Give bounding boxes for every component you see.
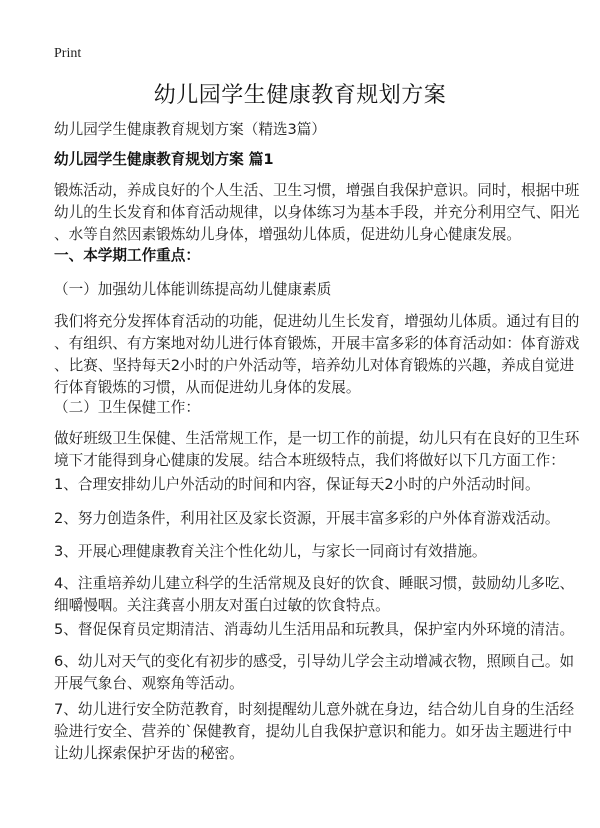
list-item-3 (54, 541, 554, 563)
list-item-4 (54, 573, 575, 617)
paragraph-line: 行体育锻炼的习惯，从而促进幼儿身体的发展。 (54, 379, 361, 396)
list-item-line: 5、督促保育员定期清洁、消毒幼儿生活用品和玩教具，保护室内外环境的清洁。 (54, 621, 575, 638)
sub1-heading (54, 279, 554, 301)
list-item-line: 6、幼儿对天气的变化有初步的感受，引导幼儿学会主动增减衣物，照顾自己。如 (54, 653, 575, 670)
intro-paragraph (54, 180, 580, 246)
subtitle-text: 幼儿园学生健康教育规划方案（精选3篇） (54, 121, 326, 138)
paragraph-line: 、比赛、坚持每天2小时的户外活动等，培养幼儿对体育锻炼的兴趣，养成自觉进 (54, 357, 575, 374)
paragraph-line: 、水等自然因素锻炼幼儿身体，增强幼儿体质，促进幼儿身心健康发展。 (54, 226, 522, 243)
list-item-line: 细嚼慢咽。关注龚喜小朋友对蛋白过敏的饮食特点。 (54, 597, 390, 614)
paragraph-line: 我们将充分发挥体育活动的功能，促进幼儿生长发育，增强幼儿体质。通过有目的 (54, 313, 580, 330)
list-item-5 (54, 619, 575, 641)
list-item-6 (54, 651, 575, 695)
section-heading-text: 幼儿园学生健康教育规划方案 篇1 (54, 151, 274, 168)
part1-heading (54, 245, 554, 267)
list-item-2 (54, 508, 560, 530)
list-item-line: 7、幼儿进行安全防范教育，时刻提醒幼儿意外就在身边，结合幼儿自身的生活经 (54, 701, 575, 718)
sub1-paragraph (54, 311, 580, 399)
part1-heading-text: 一、本学期工作重点： (54, 247, 200, 264)
paragraph-line: 锻炼活动，养成良好的个人生活、卫生习惯，增强自我保护意识。同时，根据中班 (54, 182, 580, 199)
list-item-line: 1、合理安排幼儿户外活动的时间和内容，保证每天2小时的户外活动时间。 (54, 476, 540, 493)
list-item-line: 4、注重培养幼儿建立科学的生活常规及良好的饮食、睡眠习惯，鼓励幼儿多吃、 (54, 575, 575, 592)
paragraph-line: 幼儿的生长发育和体育活动规律，以身体练习为基本手段，并充分利用空气、阳光 (54, 204, 580, 221)
list-item-line: 验进行安全、营养的`保健教育，提幼儿自我保护意识和能力。如牙齿主题进行中 (54, 723, 573, 740)
sub2-paragraph (54, 428, 580, 472)
paragraph-line: 、有组织、有方案地对幼儿进行体育锻炼，开展丰富多彩的体育活动如：体育游戏 (54, 335, 580, 352)
paragraph-line: 做好班级卫生保健、生活常规工作，是一切工作的前提，幼儿只有在良好的卫生环 (54, 430, 580, 447)
list-item-7 (54, 699, 575, 765)
paragraph-line: 境下才能得到身心健康的发展。结合本班级特点，我们将做好以下几方面工作： (54, 452, 565, 469)
sub1-heading-text: （一）加强幼儿体能训练提高幼儿健康素质 (54, 281, 332, 298)
list-item-1 (54, 474, 554, 496)
document-title: 幼儿园学生健康教育规划方案 (153, 83, 447, 108)
document-subtitle (54, 119, 554, 141)
list-item-line: 开展气象台、观察角等活动。 (54, 675, 244, 692)
list-item-line: 让幼儿探索保护牙齿的秘密。 (54, 745, 244, 762)
print-label: Print (54, 46, 82, 61)
list-item-line: 2、努力创造条件，利用社区及家长资源，开展丰富多彩的户外体育游戏活动。 (54, 510, 560, 527)
sub2-heading (54, 397, 554, 419)
section-heading (54, 149, 554, 171)
sub2-heading-text: （二）卫生保健工作： (54, 399, 200, 416)
list-item-line: 3、开展心理健康教育关注个性化幼儿，与家长一同商讨有效措施。 (54, 543, 487, 560)
